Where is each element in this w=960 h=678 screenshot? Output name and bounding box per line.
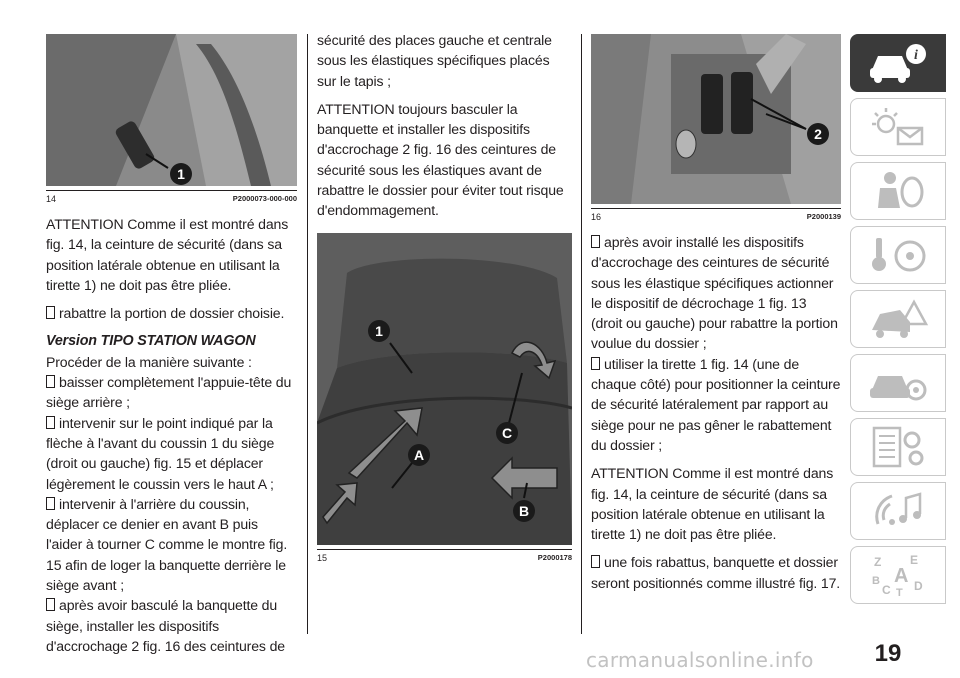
seat-belt-hooks-illustration bbox=[591, 34, 841, 204]
column-divider bbox=[581, 34, 582, 634]
tab-multimedia[interactable] bbox=[850, 482, 946, 540]
svg-text:C: C bbox=[882, 583, 891, 597]
warning-lights-icon bbox=[866, 104, 930, 150]
figure-14-caption bbox=[46, 190, 297, 206]
bullet-item: intervenir sur le point indiqué par la flèche à l'avant du coussin 1 du siège (droit ou gauche) fig. 15 et déplacer légèrement le coussin vers le haut A ; bbox=[46, 413, 297, 494]
svg-text:Z: Z bbox=[874, 555, 882, 569]
alphabetical-index-icon bbox=[866, 552, 930, 598]
tab-index[interactable] bbox=[850, 546, 946, 604]
seat-belt-tirette-illustration bbox=[46, 34, 297, 186]
bullet-item: une fois rabattus, banquette et dossier seront positionnés comme illustré fig. 17. bbox=[591, 552, 841, 593]
bullet-item: après avoir basculé la banquette du siège, installer les dispositifs d'accrochage 2 fig. 16 des ceintures de bbox=[46, 595, 297, 656]
car-service-icon bbox=[866, 360, 930, 406]
figure-15-caption bbox=[317, 549, 572, 565]
tab-maintenance[interactable] bbox=[850, 354, 946, 412]
attention-paragraph: ATTENTION Comme il est montré dans fig. 14, la ceinture de sécurité (dans sa position latérale obtenue en utilisant la tirette 1) ne doit pas être pliée. bbox=[591, 465, 834, 543]
figure-15-callout-c: C bbox=[501, 424, 513, 441]
bullet-item: rabattre la portion de dossier choisie. bbox=[46, 303, 297, 323]
rear-seat-cushion-illustration bbox=[317, 233, 572, 545]
figure-16-callout-2: 2 bbox=[814, 126, 822, 142]
figure-number: 15 bbox=[317, 552, 328, 563]
bullet-item: baisser complètement l'appuie-tête du siège arrière ; bbox=[46, 372, 297, 413]
bullet-item: après avoir installé les dispositifs d'accrochage des ceintures de sécurité sous les élastique spécifiques actionner le dispositif de décrochage 1 fig. 13 (droit ou gauche) pour rabattre la portion voulue du dossier ; bbox=[591, 232, 841, 354]
car-accident-icon bbox=[866, 296, 930, 342]
figure-16-caption bbox=[591, 208, 841, 224]
svg-text:T: T bbox=[896, 587, 903, 598]
figure-14-photo bbox=[46, 34, 297, 186]
column-right bbox=[591, 34, 841, 593]
section-heading: Version TIPO STATION WAGON bbox=[46, 333, 256, 350]
tab-car-info[interactable] bbox=[850, 34, 946, 92]
chapter-tab-bar bbox=[850, 34, 946, 610]
figure-16-photo bbox=[591, 34, 841, 204]
figure-code: P2000178 bbox=[537, 552, 572, 562]
figure-number: 16 bbox=[591, 212, 602, 222]
column-middle bbox=[317, 30, 572, 565]
airbag-passenger-icon bbox=[866, 168, 930, 214]
attention-paragraph: ATTENTION toujours basculer la banquette et installer les dispositifs d'accrochage 2 fig. 16 des ceintures de sécurité sous les élastiques avant de rabattre le dossier pour éviter tout risque d'endommagement. bbox=[317, 100, 564, 219]
key-steering-wheel-icon bbox=[866, 232, 930, 278]
column-left bbox=[46, 34, 297, 656]
figure-15-callout-b: B bbox=[518, 502, 530, 519]
tab-warning-lights[interactable] bbox=[850, 98, 946, 156]
figure-15-photo bbox=[317, 233, 572, 545]
tab-starting-driving[interactable] bbox=[850, 226, 946, 284]
figure-15-callout-1: 1 bbox=[375, 322, 383, 339]
figure-number: 14 bbox=[46, 194, 57, 204]
svg-text:i: i bbox=[914, 48, 918, 63]
car-info-icon bbox=[866, 40, 930, 86]
figure-14-callout-1: 1 bbox=[177, 166, 185, 182]
figure-code: P2000073-000-000 bbox=[232, 194, 297, 203]
bullet-item: intervenir à l'arrière du coussin, déplacer ce denier en avant B puis l'aider à tourner C comme le montre fig. 15 afin de loger la banquette derrière le siège avant ; bbox=[46, 494, 297, 595]
attention-paragraph: ATTENTION Comme il est montré dans fig. 14, la ceinture de sécurité (dans sa position latérale obtenue en utilisant la tirette 1) ne doit pas être pliée. bbox=[46, 216, 289, 293]
paragraph-continued: sécurité des places gauche et centrale sous les élastiques spécifiques placés sur le tapis ; bbox=[317, 32, 552, 89]
checklist-gears-icon bbox=[866, 424, 930, 470]
svg-text:E: E bbox=[910, 553, 919, 567]
bullet-item: utiliser la tirette 1 fig. 14 (une de chaque côté) pour positionner la ceinture de sécurité latéralement par rapport au siège pour ne pas gêner le rabattement du dossier ; bbox=[591, 354, 841, 455]
tab-safety[interactable] bbox=[850, 162, 946, 220]
page-number: 19 bbox=[874, 640, 902, 667]
figure-code: P2000139 bbox=[806, 212, 841, 221]
tab-emergency[interactable] bbox=[850, 290, 946, 348]
multimedia-icon bbox=[866, 488, 930, 534]
tab-technical-data[interactable] bbox=[850, 418, 946, 476]
watermark: carmanualsonline.info bbox=[586, 648, 814, 672]
svg-text:D: D bbox=[914, 579, 923, 593]
column-divider bbox=[307, 34, 308, 634]
figure-15-callout-a: A bbox=[413, 446, 425, 463]
svg-text:B: B bbox=[872, 575, 880, 587]
paragraph: Procéder de la manière suivante : bbox=[46, 353, 252, 370]
svg-text:A: A bbox=[894, 565, 909, 587]
